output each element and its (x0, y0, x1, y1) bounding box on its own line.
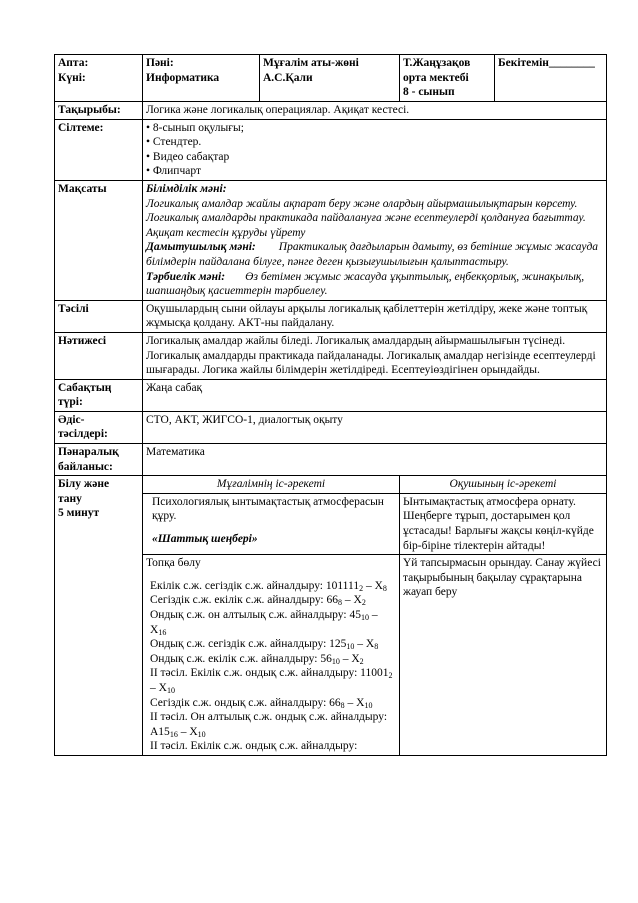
inter-label-2: байланыс: (58, 460, 113, 473)
header-row (55, 55, 607, 102)
task-target-base: 2 (359, 656, 364, 666)
refs-item: • 8-сынып оқулығы; (146, 121, 244, 134)
approve-cell (495, 55, 607, 102)
goals-label: Мақсаты (55, 180, 143, 300)
goals-row (55, 180, 607, 300)
task-list (146, 579, 396, 740)
student-activity-2: Үй тапсырмасын орындау. Санау жүйесі тақырыбының бақылау сұрақтарына жауап беру (400, 555, 607, 756)
task-target-base: 10 (364, 700, 373, 710)
topic-value: Логика және логикалық операциялар. Ақиқат кестесі. (143, 102, 607, 120)
task-text: Ондық с.ж. сегіздік с.ж. айналдыру: (150, 638, 330, 651)
subject-label: Пәні: (146, 57, 174, 69)
school-line-3: 8 - сынып (403, 86, 455, 99)
task-target-base: 10 (166, 685, 175, 695)
lesson-type-value: Жаңа сабақ (143, 379, 607, 411)
task-target-base: 10 (197, 729, 206, 739)
teacher-activity-2 (143, 555, 400, 756)
lesson-type-row (55, 379, 607, 411)
task-target-base: 16 (158, 627, 167, 637)
student-activity-1: Ынтымақтастық атмосфера орнату. Шеңберге тұрып, достарымен қол ұстасады! Барлығы жақсы көңіл-күйде бір-біріне тілектерін айтады! (400, 493, 607, 554)
day-label: Күні: (58, 71, 86, 84)
task-target-base: 8 (374, 642, 379, 652)
methods-row (55, 411, 607, 443)
lesson-type-label-2: түрі: (58, 396, 83, 409)
teacher-activity-2-title: Топқа бөлу (146, 557, 201, 570)
subject-value: Информатика (146, 71, 220, 84)
interdisciplinary-value: Математика (143, 444, 607, 476)
stage-header-row (55, 476, 607, 494)
goal-dev-text: Практикалық дағдыларын дамыту, өз бетінше жұмыс жасауда білімдерін пайдалана білуге, пәнге деген қызығушылығын қалыптастыру. (146, 241, 599, 268)
result-label: Нәтижесі (55, 332, 143, 379)
task-target-base: 8 (382, 583, 387, 593)
task-text: Сегіздік с.ж. екілік с.ж. айналдыру: (150, 594, 327, 607)
week-label: Апта: (58, 57, 89, 69)
task-target: – X (363, 579, 383, 592)
goal-edu-text: Логикалық амалдар жайлы ақпарат беру және олардың айырмашылықтарын көрсету. Логикалық амалдарды практикада пайдалануға және есептеулерді қолдануға бағыттау. Ақиқат кестесін құруды үйрету (146, 197, 586, 239)
teacher-activity-header: Мұғалімнің іс-әрекеті (143, 476, 400, 494)
goals-content (143, 180, 607, 300)
task-item (146, 710, 396, 739)
inter-label-1: Пәнаралық (58, 446, 119, 459)
school-line-1: Т.Жаңұзақов (403, 57, 471, 69)
refs-list (143, 119, 607, 180)
task-target-base: 2 (361, 598, 366, 608)
school-cell (400, 55, 495, 102)
student-activity-header: Оқушының іс-әрекеті (400, 476, 607, 494)
goal-edu-title: Білімділік мәні: (146, 182, 227, 195)
task-target: – X (354, 638, 375, 651)
task-number: 56 (320, 652, 332, 665)
teacher-label: Мұғалім аты-жөні (263, 57, 359, 69)
task-base: 2 (359, 583, 364, 593)
task-text: Сегіздік с.ж. ондық с.ж. айналдыру: (150, 696, 330, 709)
method-value: Оқушылардың сыни ойлауы арқылы логикалық қабілеттерін жетілдіру, жеке және топтық жұмысқа қолдану. АКТ-ны пайдалану. (143, 300, 607, 332)
teacher-value: А.С.Қали (263, 71, 313, 84)
interdisciplinary-row (55, 444, 607, 476)
goal-upb-title: Тәрбиелік мәні: (146, 270, 226, 283)
methods-label (55, 411, 143, 443)
task-text: Ондық с.ж. екілік с.ж. айналдыру: (150, 652, 321, 665)
approve-label: Бекітемін________ (498, 57, 595, 69)
task-text: Ондық с.ж. он алтылық с.ж. айналдыру: (150, 609, 350, 621)
teacher-activity-1 (143, 493, 400, 554)
result-value: Логикалық амалдар жайлы біледі. Логикалық амалдардың айырмашылығын түсінеді. Логикалық амалдарды практикада пайдаланады. Логикалық амалдар негізінде есептеулерді шығарады. Логика жайлы білімдерін жетілдіреді. Есептеуіөздігінен орындайды. (143, 332, 607, 379)
goal-dev-title: Дамытушылық мәні: (146, 241, 256, 254)
stage-label-3: 5 минут (58, 507, 100, 520)
task-item (146, 696, 396, 711)
task-number: 66 (329, 696, 341, 709)
task-target: – X (177, 725, 198, 738)
goal-upb-text: Өз бетімен жұмыс жасауда ұқыптылық, еңбекқорлық, жинақылық, шапшаңдық қасиеттерін тәрбиелеу. (146, 270, 585, 298)
week-day-cell (55, 55, 143, 102)
task-base: 8 (338, 598, 343, 608)
teacher-activity-1-emph: «Шаттық шеңбері» (152, 533, 258, 546)
task-item (146, 666, 396, 695)
refs-item: • Стендтер. (146, 136, 202, 149)
stage-label-1: Білу және (58, 478, 110, 491)
task-base: 8 (340, 700, 345, 710)
task-target: – X (342, 594, 362, 607)
lesson-type-label-1: Сабақтың (58, 381, 112, 394)
refs-row (55, 119, 607, 180)
task-base: 2 (388, 671, 393, 681)
teacher-activity-1-text: Психологиялық ынтымақтастық атмосферасын құру. (152, 495, 384, 523)
refs-item: • Видео сабақтар (146, 150, 230, 163)
topic-label: Тақырыбы: (55, 102, 143, 120)
subject-cell (143, 55, 260, 102)
task-base: 16 (169, 729, 178, 739)
stage-label-2: тану (58, 492, 82, 505)
refs-item: • Флипчарт (146, 165, 201, 178)
stage-label (55, 476, 143, 756)
task-target: – X (344, 696, 365, 709)
task-number: 45 (349, 609, 361, 621)
task-base: 10 (346, 642, 355, 652)
task-item (146, 637, 396, 652)
task-number: 11001 (360, 667, 389, 680)
task-item (146, 593, 396, 608)
task-number: 125 (329, 638, 347, 651)
teacher-cell (260, 55, 400, 102)
task-number: A15 (150, 725, 170, 738)
task-number: 101111 (325, 579, 360, 592)
method-row (55, 300, 607, 332)
lesson-plan-table (54, 54, 607, 756)
task-last-line: II тәсіл. Екілік с.ж. ондық с.ж. айналдыру: (150, 740, 358, 753)
task-target: – X (150, 681, 167, 694)
refs-label: Сілтеме: (55, 119, 143, 180)
task-text: II тәсіл. Он алтылық с.ж. ондық с.ж. айналдыру: (150, 711, 388, 724)
result-row (55, 332, 607, 379)
interdisciplinary-label (55, 444, 143, 476)
school-line-2: орта мектебі (403, 71, 469, 84)
methods-label-1: Әдіс- (58, 413, 85, 426)
task-base: 10 (360, 613, 369, 622)
goal-upb-block (146, 271, 584, 298)
task-text: II тәсіл. Екілік с.ж. ондық с.ж. айналдыру: (150, 667, 361, 680)
lesson-plan-document (54, 54, 606, 756)
task-target: – X (339, 652, 360, 665)
task-item (146, 579, 396, 594)
lesson-type-label (55, 379, 143, 411)
task-text: Екілік с.ж. сегіздік с.ж. айналдыру: (150, 579, 326, 592)
task-item (146, 652, 396, 667)
goal-dev-block (146, 241, 598, 268)
task-target: – X (150, 609, 378, 636)
topic-row (55, 102, 607, 120)
methods-value: СТО, АКТ, ЖИГСО-1, диалогтық оқыту (143, 411, 607, 443)
task-number: 66 (326, 594, 339, 607)
method-label: Тәсілі (55, 300, 143, 332)
task-base: 10 (331, 656, 340, 666)
task-item (146, 608, 396, 637)
methods-label-2: тәсілдері: (58, 428, 108, 441)
